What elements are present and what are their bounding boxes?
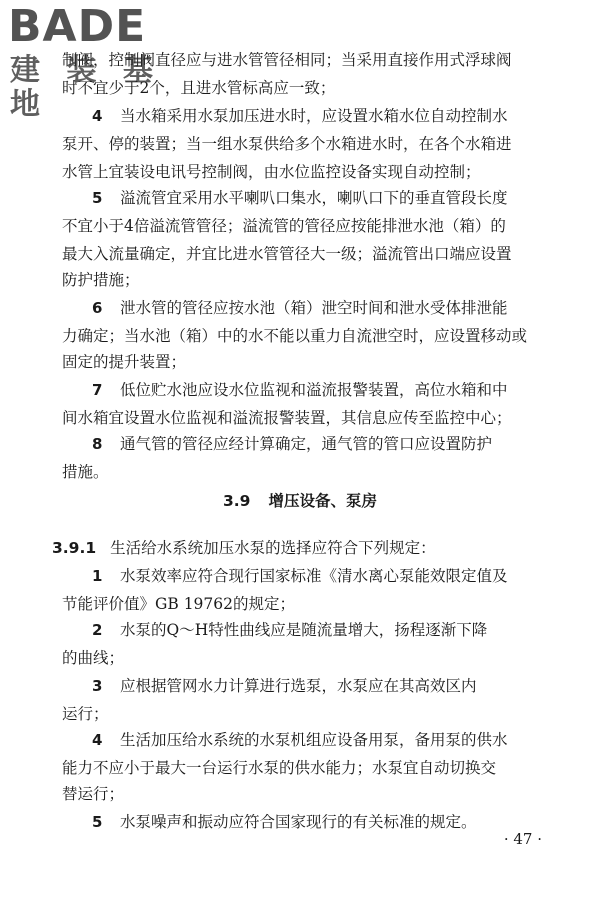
bade-watermark-logo [8, 1, 198, 122]
item-5-line-4: 防护措施； [62, 271, 140, 289]
item-number: 3 [92, 677, 103, 695]
pump-item-3-line-2: 运行； [62, 705, 109, 723]
continuation-line-2: 时不宜少于2个，且进水管标高应一致； [62, 79, 336, 97]
pump-item-4-line-3: 替运行； [62, 785, 125, 803]
continuation-line-1: 制阀，控制阀直径应与进水管管径相同；当采用直接作用式浮球阀 [62, 51, 512, 69]
pump-item-2-line-1 [92, 620, 548, 640]
clause-number: 3.9.1 [52, 539, 97, 557]
pump-item-1-line-2: 节能评价值》GB 19762的规定； [62, 595, 296, 613]
item-6-line-1 [92, 298, 548, 318]
item-text: 当水箱采用水泵加压进水时，应设置水箱水位自动控制水 [120, 107, 508, 125]
item-4-line-3: 水管上宜装设电讯号控制阀，由水位监控设备实现自动控制； [62, 163, 481, 181]
item-6-line-2: 力确定；当水池（箱）中的水不能以重力自流泄空时，应设置移动或 [62, 327, 528, 345]
item-number: 5 [92, 189, 103, 207]
item-text: 通气管的管径应经计算确定，通气管的管口应设置防护 [120, 435, 493, 453]
item-5-line-1 [92, 188, 548, 208]
pump-item-2-line-2: 的曲线； [62, 649, 125, 667]
section-heading [0, 490, 600, 512]
item-text: 溢流管宜采用水平喇叭口集水，喇叭口下的垂直管段长度 [120, 189, 508, 207]
item-number: 6 [92, 299, 103, 317]
pump-item-4-line-2: 能力不应小于最大一台运行水泵的供水能力；水泵宜自动切换交 [62, 759, 497, 777]
pump-item-1-line-1 [92, 566, 548, 586]
item-6-line-3: 固定的提升装置； [62, 353, 187, 371]
watermark-cjk-text: 建 装 基 地 [10, 53, 161, 122]
item-7-line-2: 间水箱宜设置水位监视和溢流报警装置，其信息应传至监控中心； [62, 409, 512, 427]
item-number: 2 [92, 621, 103, 639]
item-5-line-2: 不宜小于4倍溢流管管径；溢流管的管径应按能排泄水池（箱）的 [62, 217, 506, 235]
watermark-latin-text: BADE [8, 1, 147, 52]
pump-item-5-line-1 [92, 812, 548, 832]
section-title: 增压设备、泵房 [268, 492, 377, 510]
pump-item-3-line-1 [92, 676, 548, 696]
section-number: 3.9 [223, 492, 251, 510]
item-text: 水泵噪声和振动应符合国家现行的有关标准的规定。 [120, 813, 477, 831]
item-number: 4 [92, 107, 103, 125]
pump-item-4-line-1 [92, 730, 548, 750]
item-text: 生活加压给水系统的水泵机组应设备用泵，备用泵的供水 [120, 731, 508, 749]
item-text: 水泵效率应符合现行国家标准《清水离心泵能效限定值及 [120, 567, 508, 585]
clause-3-9-1 [52, 538, 548, 558]
item-text: 水泵的Q～H特性曲线应是随流量增大，扬程逐渐下降 [120, 621, 488, 639]
item-8-line-1 [92, 434, 548, 454]
item-number: 4 [92, 731, 103, 749]
item-5-line-3: 最大入流量确定，并宜比进水管管径大一级；溢流管出口端应设置 [62, 245, 512, 263]
item-8-line-2: 措施。 [62, 463, 109, 481]
item-text: 泄水管的管径应按水池（箱）泄空时间和泄水受体排泄能 [120, 299, 508, 317]
item-number: 5 [92, 813, 103, 831]
page-number: · 47 · [503, 830, 542, 848]
item-4-line-2: 泵开、停的装置；当一组水泵供给多个水箱进水时，在各个水箱进 [62, 135, 512, 153]
item-number: 1 [92, 567, 103, 585]
item-number: 7 [92, 381, 103, 399]
item-text: 应根据管网水力计算进行选泵，水泵应在其高效区内 [120, 677, 477, 695]
item-text: 低位贮水池应设水位监视和溢流报警装置，高位水箱和中 [120, 381, 508, 399]
item-7-line-1 [92, 380, 548, 400]
clause-text: 生活给水系统加压水泵的选择应符合下列规定： [110, 539, 436, 557]
item-number: 8 [92, 435, 103, 453]
